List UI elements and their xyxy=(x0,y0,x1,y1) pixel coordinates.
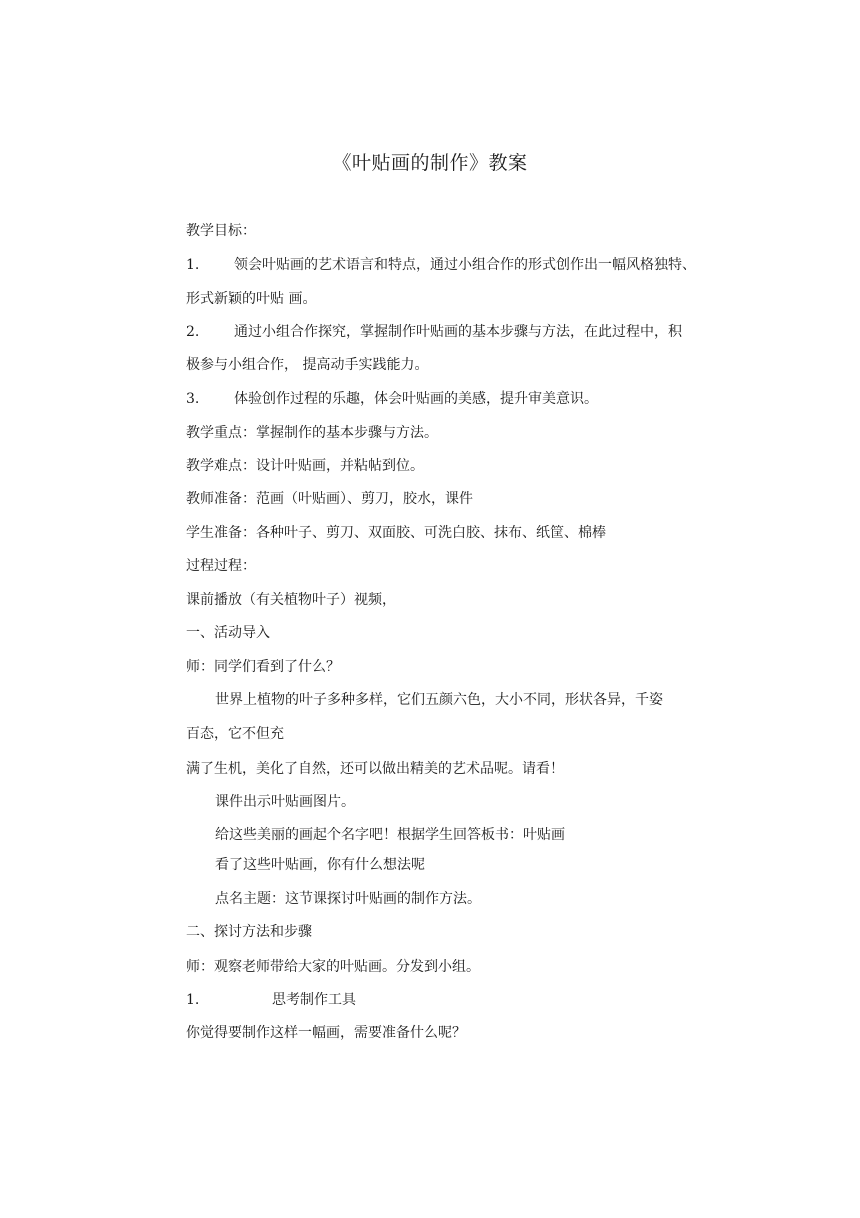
teacher-observe: 师：观察老师带给大家的叶贴画。分发到小组。 xyxy=(186,959,480,975)
objective-2-text: 通过小组合作探究，掌握制作叶贴画的基本步骤与方法，在此过程中，积 xyxy=(234,324,682,340)
objective-3-text: 体验创作过程的乐趣，体会叶贴画的美感，提升审美意识。 xyxy=(234,391,598,407)
objective-3-number: 3. xyxy=(186,391,200,407)
name-it: 给这些美丽的画起个名字吧！根据学生回答板书：叶贴画 xyxy=(215,827,565,843)
objective-2 xyxy=(186,323,682,341)
paragraph-1-line-2: 百态，它不但充 xyxy=(186,726,284,742)
difficulty: 教学难点：设计叶贴画，并粘帖到位。 xyxy=(186,458,424,474)
key-point: 教学重点：掌握制作的基本步骤与方法。 xyxy=(186,425,438,441)
section-1-heading: 一、活动导入 xyxy=(186,625,270,641)
objective-2-continuation: 极参与小组合作， 提高动手实践能力。 xyxy=(186,357,429,373)
teacher-prep: 教师准备：范画（叶贴画）、剪刀，胶水，课件 xyxy=(186,491,473,507)
paragraph-1-line-3: 满了生机，美化了自然，还可以做出精美的艺术品呢。请看！ xyxy=(186,761,564,777)
pre-class: 课前播放（有关植物叶子）视频， xyxy=(186,592,396,608)
objective-1-text: 领会叶贴画的艺术语言和特点，通过小组合作的形式创作出一幅风格独特、 xyxy=(234,257,696,273)
objective-1 xyxy=(186,256,696,274)
teacher-question-1: 师：同学们看到了什么？ xyxy=(186,659,340,675)
question-prep: 你觉得要制作这样一幅画，需要准备什么呢？ xyxy=(186,1025,466,1041)
objective-3 xyxy=(186,390,598,408)
section-2-heading: 二、探讨方法和步骤 xyxy=(186,924,312,940)
step-1-text: 思考制作工具 xyxy=(272,992,356,1008)
objective-1-continuation: 形式新颖的叶贴 画。 xyxy=(186,291,317,307)
topic: 点名主题：这节课探讨叶贴画的制作方法。 xyxy=(215,891,481,907)
objective-2-number: 2. xyxy=(186,324,200,340)
show-pictures: 课件出示叶贴画图片。 xyxy=(215,794,355,810)
paragraph-1-line-1: 世界上植物的叶子多种多样，它们五颜六色，大小不同，形状各异，千姿 xyxy=(215,692,663,708)
document-title: 《叶贴画的制作》教案 xyxy=(332,152,528,174)
objectives-heading: 教学目标： xyxy=(186,223,256,239)
step-1-number: 1. xyxy=(186,992,200,1008)
process-heading: 过程过程： xyxy=(186,558,256,574)
student-prep: 学生准备：各种叶子、剪刀、双面胶、可洗白胶、抹布、纸筐、棉棒 xyxy=(186,525,606,541)
objective-1-number: 1. xyxy=(186,257,200,273)
thoughts: 看了这些叶贴画，你有什么想法呢 xyxy=(215,857,425,873)
step-1 xyxy=(186,991,356,1009)
